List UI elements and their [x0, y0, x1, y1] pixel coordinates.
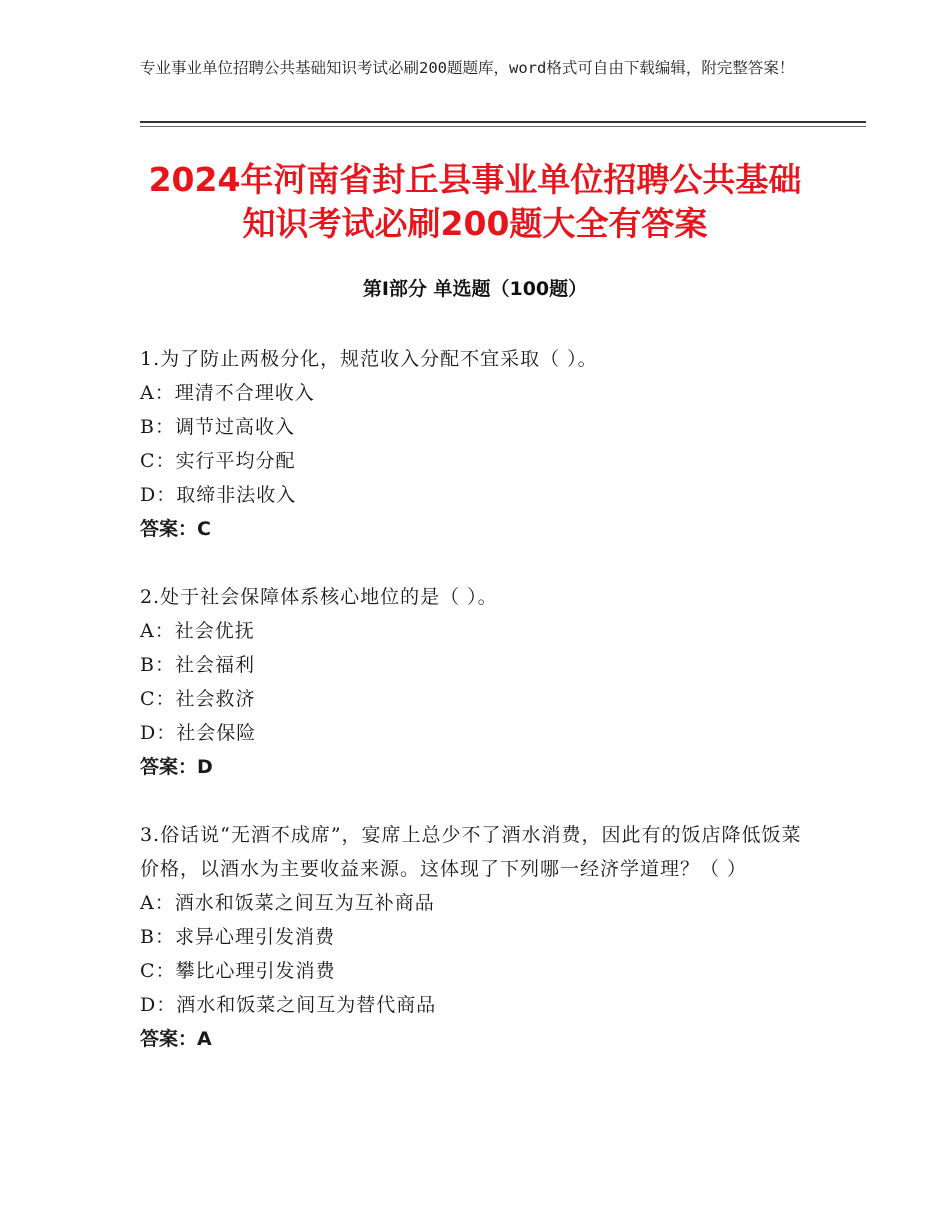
- option-b: B：社会福利: [140, 654, 255, 676]
- option-d: D：社会保险: [140, 722, 257, 744]
- option-b: B：求异心理引发消费: [140, 926, 335, 948]
- question-list: [140, 342, 810, 1090]
- header-divider-thick: [140, 121, 866, 123]
- option-a: A：酒水和饭菜之间互为互补商品: [140, 892, 435, 914]
- option-c: C：攀比心理引发消费: [140, 960, 336, 982]
- document-title-line-1: 2024年河南省封丘县事业单位招聘公共基础: [148, 160, 802, 199]
- question-1: [140, 342, 810, 546]
- option-c: C：实行平均分配: [140, 450, 296, 472]
- option-a: A：社会优抚: [140, 620, 255, 642]
- answer: 答案：D: [140, 756, 213, 778]
- option-b: B：调节过高收入: [140, 416, 295, 438]
- answer: 答案：C: [140, 518, 211, 540]
- header-divider-thin: [140, 126, 866, 127]
- option-a: A：理清不合理收入: [140, 382, 315, 404]
- answer: 答案：A: [140, 1028, 212, 1050]
- option-c: C：社会救济: [140, 688, 256, 710]
- document-title-line-2: 知识考试必刷200题大全有答案: [242, 204, 708, 243]
- header-note: 专业事业单位招聘公共基础知识考试必刷200题题库，word格式可自由下载编辑，附完整答案！: [140, 59, 795, 77]
- option-d: D：取缔非法收入: [140, 484, 297, 506]
- question-stem: 1.为了防止两极分化，规范收入分配不宜采取（ ）。: [140, 348, 598, 370]
- option-d: D：酒水和饭菜之间互为替代商品: [140, 994, 437, 1016]
- question-2: [140, 580, 810, 784]
- section-title: 第Ⅰ部分 单选题（100题）: [362, 278, 588, 300]
- question-3: [140, 818, 810, 1056]
- question-stem: 2.处于社会保障体系核心地位的是（ ）。: [140, 586, 498, 608]
- document-title: [100, 158, 850, 246]
- question-stem: 3.俗话说“无酒不成席”，宴席上总少不了酒水消费，因此有的饭店降低饭菜价格，以酒水为主要收益来源。这体现了下列哪一经济学道理？（ ）: [140, 824, 802, 880]
